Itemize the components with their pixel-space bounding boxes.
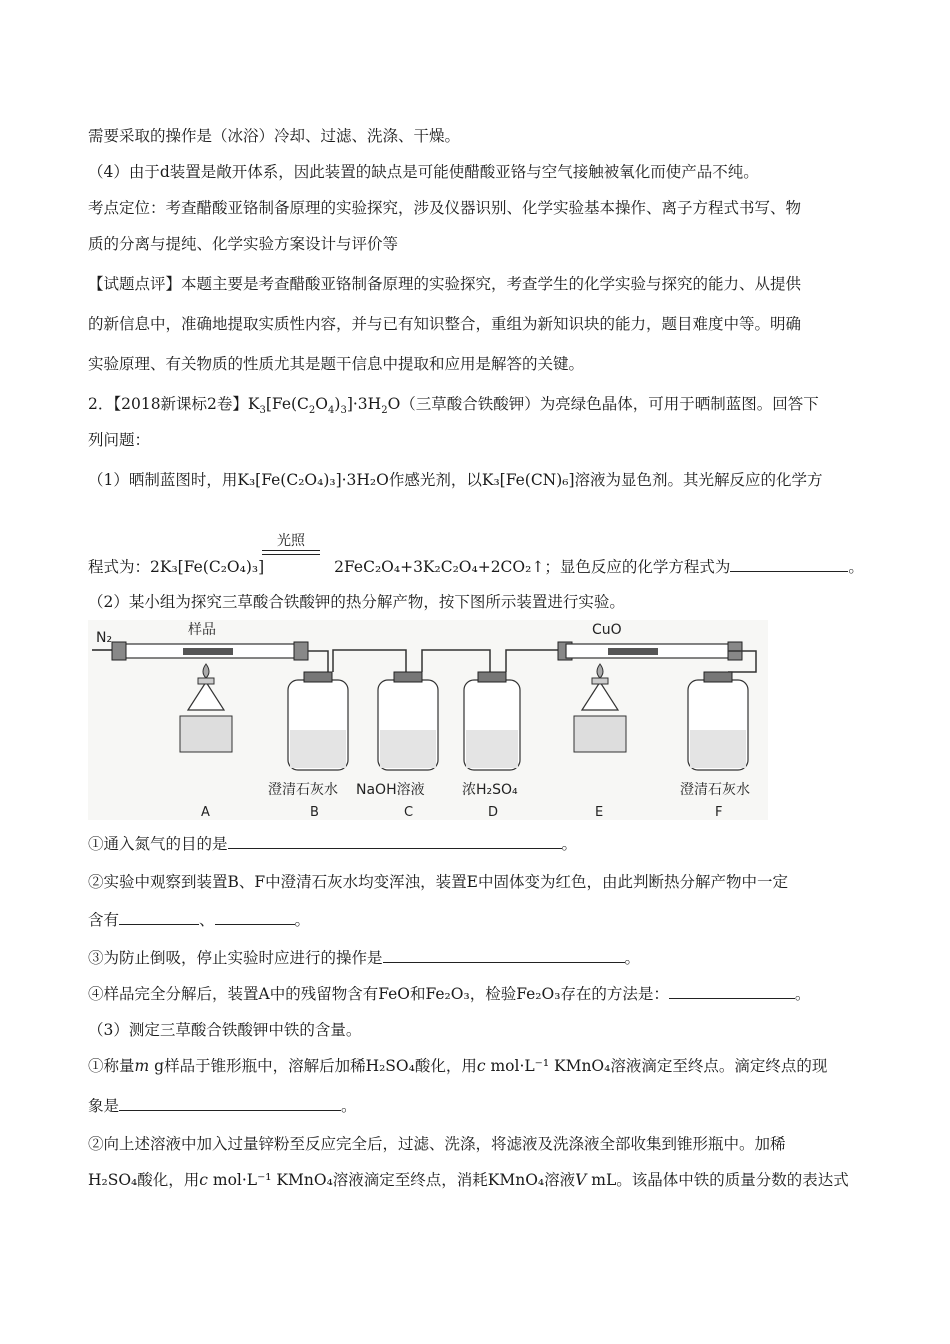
text-line: 质的分离与提纯、化学实验方案设计与评价等 [88, 235, 399, 253]
question-line: ①称量m g样品于锥形瓶中，溶解后加稀H₂SO₄酸化，用c mol·L⁻¹ KMnO₄溶液滴定至终点。滴定终点的现 [88, 1057, 828, 1075]
text-line: 列问题： [88, 431, 151, 449]
question-line: ③为防止倒吸，停止实验时应进行的操作是 。 [88, 949, 641, 967]
letter-a: A [201, 805, 210, 820]
text-line: （4）由于d装置是敞开体系，因此装置的缺点是可能使醋酸亚铬与空气接触被氧化而使产品不纯。 [88, 163, 759, 181]
question-line: 象是 。 [88, 1097, 357, 1115]
cuo-label: CuO [592, 622, 622, 638]
question-line: 含有 、 。 [88, 911, 311, 929]
letter-d: D [488, 805, 499, 820]
question-line: ④样品完全分解后，装置A中的残留物含有FeO和Fe₂O₃，检验Fe₂O₃存在的方法是： 。 [88, 985, 811, 1003]
bottle-c-label: NaOH溶液 [356, 782, 425, 798]
text-line: 考点定位：考查醋酸亚铬制备原理的实验探究，涉及仪器识别、化学实验基本操作、离子方程式书写、物 [88, 199, 802, 217]
text-line: 实验原理、有关物质的性质尤其是题干信息中提取和应用是解答的关键。 [88, 355, 585, 373]
answer-blank[interactable] [215, 910, 295, 925]
letter-c: C [404, 805, 414, 820]
answer-blank[interactable] [228, 834, 562, 849]
equation-line: 程式为：2K₃[Fe(C₂O₄)₃] 2FeC₂O₄+3K₂C₂O₄+2CO₂↑；显色反应的化学方程式为 。 [88, 558, 864, 576]
letter-e: E [595, 805, 604, 820]
question-line: ②实验中观察到装置B、F中澄清石灰水均变浑浊，装置E中固体变为红色，由此判断热分解产物中一定 [88, 873, 788, 891]
question-line: ①通入氮气的目的是 。 [88, 835, 578, 853]
bottle-b-label: 澄清石灰水 [268, 782, 338, 798]
bottle-c [378, 672, 438, 770]
text-line: 【试题点评】本题主要是考查醋酸亚铬制备原理的实验探究，考查学生的化学实验与探究的能力、从提供 [88, 275, 802, 293]
sample-label: 样品 [188, 622, 216, 638]
question-2-header: 2．【2018新课标2卷】$K_3[Fe(C_2O_4)_3]\cdot 3H_2O$（三草酸合铁酸钾）为亮绿色晶体，可用于晒制蓝图。回答下 [88, 395, 819, 417]
answer-blank[interactable] [119, 910, 199, 925]
bottle-f-label: 澄清石灰水 [680, 782, 750, 798]
text-line: 需要采取的操作是（冰浴）冷却、过滤、洗涤、干燥。 [88, 127, 461, 145]
equals-bar [262, 550, 320, 555]
answer-blank[interactable] [730, 557, 848, 572]
bottle-d [464, 672, 520, 770]
question-line: H₂SO₄酸化，用c mol·L⁻¹ KMnO₄溶液滴定至终点，消耗KMnO₄溶液V mL。该晶体中铁的质量分数的表达式 [88, 1171, 849, 1189]
text-line: （1）晒制蓝图时，用K₃[Fe(C₂O₄)₃]·3H₂O作感光剂，以K₃[Fe(CN)₆]溶液为显色剂。其光解反应的化学方 [88, 471, 823, 489]
question-line: ②向上述溶液中加入过量锌粉至反应完全后，过滤、洗涤，将滤液及洗涤液全部收集到锥形瓶中。加稀 [88, 1135, 786, 1153]
text-line: 的新信息中，准确地提取实质性内容，并与已有知识整合，重组为新知识块的能力，题目难度中等。明确 [88, 315, 802, 333]
letter-f: F [715, 805, 723, 820]
bottle-b [288, 672, 348, 770]
bottle-f [688, 672, 748, 770]
apparatus-diagram [88, 620, 768, 820]
answer-blank[interactable] [119, 1096, 341, 1111]
letter-b: B [310, 805, 319, 820]
bottle-d-label: 浓H₂SO₄ [462, 782, 518, 798]
reaction-condition: 光照 [277, 533, 305, 549]
answer-blank[interactable] [669, 984, 795, 999]
text-line: （2）某小组为探究三草酸合铁酸钾的热分解产物，按下图所示装置进行实验。 [88, 593, 625, 611]
text-line: （3）测定三草酸合铁酸钾中铁的含量。 [88, 1021, 362, 1039]
answer-blank[interactable] [383, 948, 625, 963]
n2-label: N₂ [96, 630, 113, 646]
